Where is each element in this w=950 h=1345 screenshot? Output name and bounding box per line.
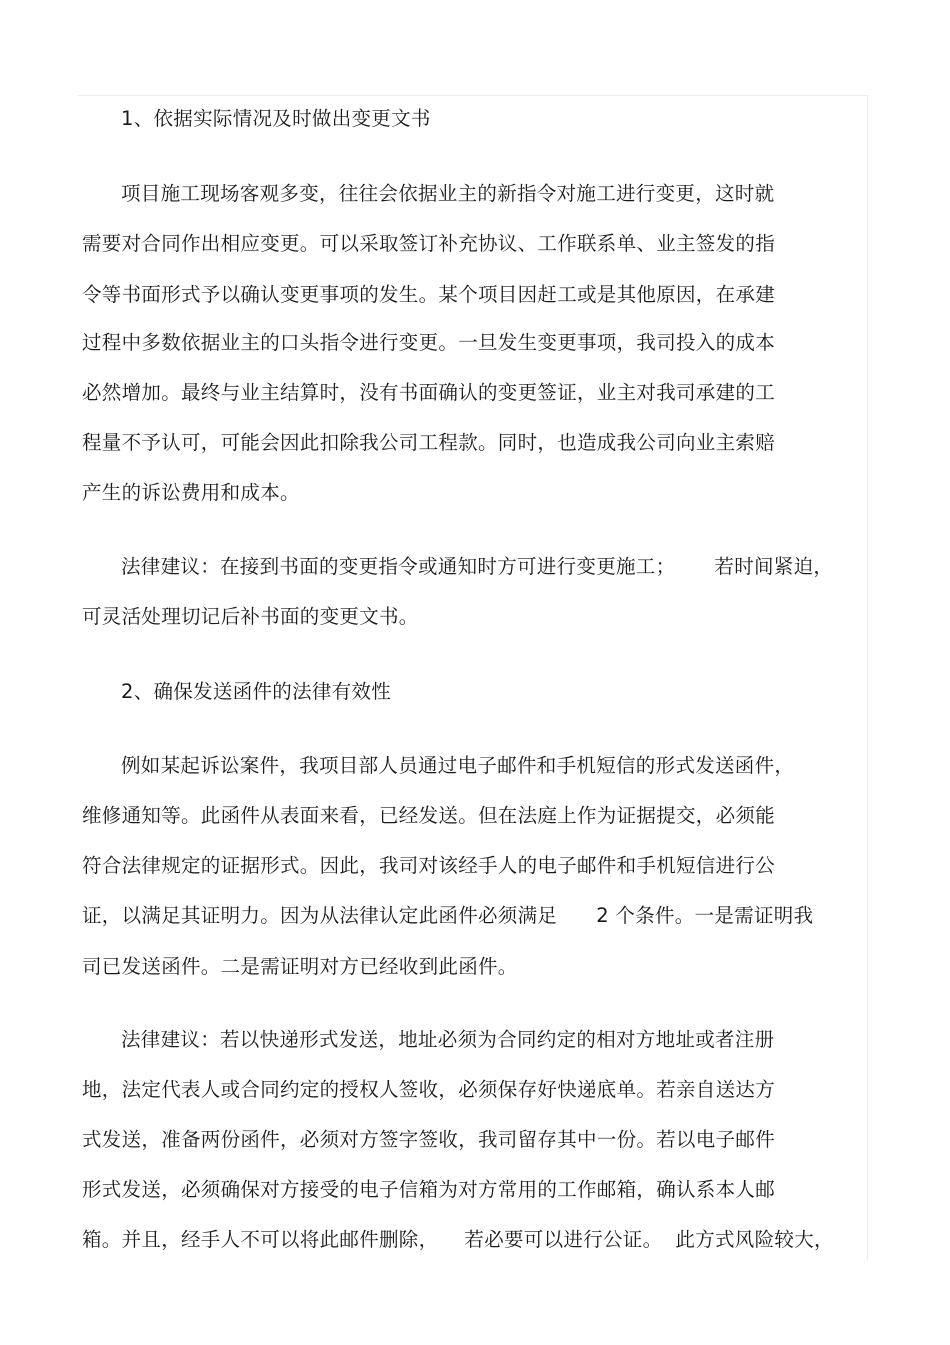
section-2-paragraph-line: 证，以满足其证明力。因为从法律认定此函件必须满足 2 个条件。一是需证明我 [82,904,814,927]
section-2-advice-line: 式发送，准备两份函件，必须对方签字签收，我司留存其中一份。若以电子邮件 [82,1128,776,1151]
section-2-advice-line: 箱。并且，经手人不可以将此邮件删除， 若必要可以进行公证。 此方式风险较大， [82,1228,834,1251]
section-1-paragraph-line: 项目施工现场客观多变，往往会依据业主的新指令对施工进行变更，这时就 [121,182,775,205]
section-2-paragraph-line: 例如某起诉讼案件，我项目部人员通过电子邮件和手机短信的形式发送函件， [121,754,795,777]
section-2-advice-line: 地，法定代表人或合同约定的授权人签收，必须保存好快递底单。若亲自送达方 [82,1078,776,1101]
section-2-heading: 2、确保发送函件的法律有效性 [121,680,392,703]
section-1-paragraph-line: 令等书面形式予以确认变更事项的发生。某个项目因赶工或是其他原因，在承建 [82,283,776,306]
section-1-heading: 1、依据实际情况及时做出变更文书 [121,107,431,130]
section-1-paragraph-line: 过程中多数依据业主的口头指令进行变更。一旦发生变更事项，我司投入的成本 [82,331,776,354]
section-1-advice-line: 法律建议：在接到书面的变更指令或通知时方可进行变更施工； 若时间紧迫， [121,555,834,578]
section-1-paragraph-line: 产生的诉讼费用和成本。 [82,481,300,504]
section-2-paragraph-line: 符合法律规定的证据形式。因此，我司对该经手人的电子邮件和手机短信进行公 [82,854,776,877]
section-1-paragraph-line: 程量不予认可，可能会因此扣除我公司工程款。同时，也造成我公司向业主索赔 [82,431,776,454]
section-2-paragraph-line: 司已发送函件。二是需证明对方已经收到此函件。 [82,955,518,978]
section-1-paragraph-line: 需要对合同作出相应变更。可以采取签订补充协议、工作联系单、业主签发的指 [82,232,776,255]
section-1-advice-line: 可灵活处理切记后补书面的变更文书。 [82,605,419,628]
section-2-advice-line: 形式发送，必须确保对方接受的电子信箱为对方常用的工作邮箱，确认系本人邮 [82,1178,776,1201]
section-2-paragraph-line: 维修通知等。此函件从表面来看，已经发送。但在法庭上作为证据提交，必须能 [82,804,776,827]
section-2-advice-line: 法律建议：若以快递形式发送，地址必须为合同约定的相对方地址或者注册 [121,1028,775,1051]
section-1-paragraph-line: 必然增加。最终与业主结算时，没有书面确认的变更签证，业主对我司承建的工 [82,381,776,404]
